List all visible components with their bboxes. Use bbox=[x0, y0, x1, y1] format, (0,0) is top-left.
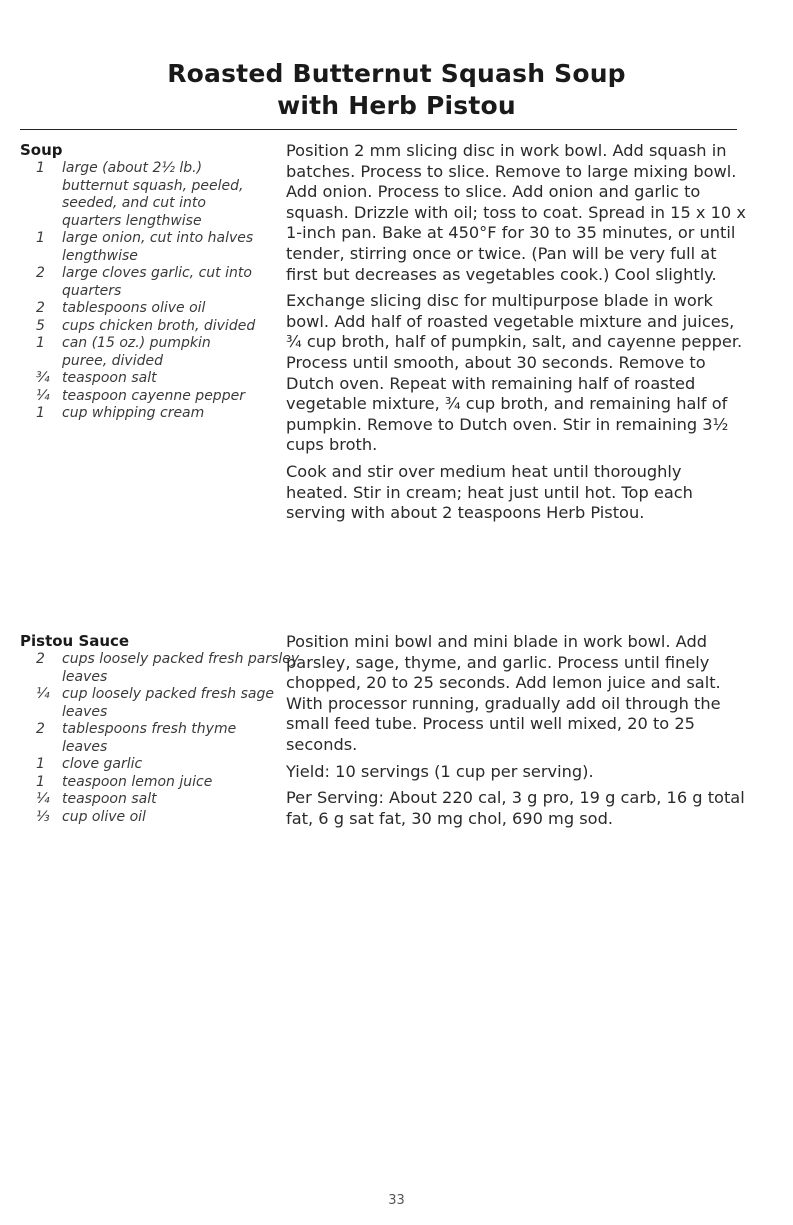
ingredient-text: cups chicken broth, divided bbox=[62, 317, 256, 334]
ingredient-text: large (about 2½ lb.) butternut squash, peeled, seeded, and cut into quarters lengthwise bbox=[62, 160, 244, 229]
ingredient-item bbox=[20, 774, 272, 792]
ingredient-text: teaspoon cayenne pepper bbox=[62, 387, 245, 404]
ingredient-item bbox=[20, 651, 302, 686]
recipe-title-line-2: with Herb Pistou bbox=[277, 91, 516, 120]
soup-instructions bbox=[286, 141, 748, 530]
page-number: 33 bbox=[388, 1193, 405, 1208]
yield-text: Yield: 10 servings (1 cup per serving). bbox=[286, 761, 594, 781]
pistou-instructions bbox=[286, 632, 748, 835]
ingredient-text: can (15 oz.) pumpkin puree, divided bbox=[62, 335, 211, 369]
instruction-step: Position mini bowl and mini blade in work bowl. Add parsley, sage, thyme, and garlic. Process until finely chopped, 20 to 25 seconds. Add lemon juice and salt. With processor running, gradually add oil through the small feed tube. Process until well mixed, 20 to 25 seconds. bbox=[286, 632, 721, 754]
nutrition-text: Per Serving: About 220 cal, 3 g pro, 19 g carb, 16 g total fat, 6 g sat fat, 30 mg chol, 690 mg sod. bbox=[286, 788, 745, 828]
ingredient-text: teaspoon salt bbox=[62, 791, 157, 807]
ingredient-text: cups loosely packed fresh parsley leaves bbox=[62, 651, 300, 685]
ingredient-qty: 1 bbox=[36, 230, 45, 246]
ingredient-qty: ¼ bbox=[36, 387, 50, 404]
ingredient-item bbox=[20, 300, 312, 318]
ingredient-item bbox=[20, 230, 272, 265]
title-divider bbox=[20, 129, 737, 130]
ingredient-qty: 1 bbox=[36, 335, 45, 351]
ingredient-text: cup whipping cream bbox=[62, 405, 205, 421]
ingredient-item bbox=[20, 791, 302, 809]
ingredient-item bbox=[20, 721, 282, 756]
soup-ingredient-list bbox=[20, 160, 270, 423]
ingredient-text: clove garlic bbox=[62, 756, 143, 772]
ingredient-qty: 2 bbox=[36, 651, 45, 667]
recipe-title bbox=[0, 58, 793, 122]
ingredient-item bbox=[20, 809, 302, 827]
ingredient-text: large onion, cut into halves lengthwise bbox=[62, 230, 254, 264]
ingredient-qty: ¼ bbox=[36, 791, 50, 807]
pistou-ingredient-list bbox=[20, 651, 300, 826]
ingredient-qty: ¾ bbox=[36, 370, 50, 386]
ingredient-item bbox=[20, 405, 312, 423]
ingredient-text: large cloves garlic, cut into quarters bbox=[62, 265, 252, 299]
ingredient-qty: 2 bbox=[36, 265, 45, 281]
ingredient-item bbox=[20, 388, 282, 406]
ingredient-qty: 1 bbox=[36, 773, 45, 790]
ingredient-qty: ⅓ bbox=[36, 808, 50, 825]
ingredient-text: tablespoons olive oil bbox=[62, 300, 206, 316]
pistou-heading: Pistou Sauce bbox=[20, 632, 130, 650]
ingredient-qty: 1 bbox=[36, 405, 45, 421]
ingredient-item bbox=[20, 370, 272, 388]
instruction-step: Exchange slicing disc for multipurpose blade in work bowl. Add half of roasted vegetable mixture and juices, ¾ cup broth, half of pumpkin, salt, and cayenne pepper. Process until smooth, about 30 seconds. Remove to Dutch oven. Repeat with remaining half of roasted vegetable mixture, ¾ cup broth, and remaining half of pumpkin. Remove to Dutch oven. Stir in remaining 3½ cups broth. bbox=[286, 291, 743, 455]
ingredient-item bbox=[20, 756, 302, 774]
ingredient-item bbox=[20, 335, 252, 370]
recipe-title-line-1: Roasted Butternut Squash Soup bbox=[167, 59, 626, 88]
ingredient-text: teaspoon lemon juice bbox=[62, 773, 213, 790]
ingredient-qty: ¼ bbox=[36, 686, 50, 702]
ingredient-text: tablespoons fresh thyme leaves bbox=[62, 721, 237, 755]
ingredient-item bbox=[20, 265, 272, 300]
ingredient-text: cup loosely packed fresh sage leaves bbox=[62, 686, 274, 720]
ingredient-item bbox=[20, 160, 262, 230]
instruction-step: Cook and stir over medium heat until thoroughly heated. Stir in cream; heat just until hot. Top each serving with about 2 teaspoons Herb Pistou. bbox=[286, 461, 693, 523]
ingredient-text: cup olive oil bbox=[62, 808, 146, 825]
ingredient-qty: 2 bbox=[36, 721, 45, 737]
instruction-step: Position 2 mm slicing disc in work bowl. Add squash in batches. Process to slice. Remove to large mixing bowl. Add onion. Process to slice. Add onion and garlic to squash. Drizzle with oil; toss to coat. Spread in 15 x 10 x 1-inch pan. Bake at 450°F for 30 to 35 minutes, or until tender, stirring once or twice. (Pan will be very full at first but decreases as vegetables cook.) Cool slightly. bbox=[286, 141, 746, 284]
ingredient-item bbox=[20, 318, 272, 336]
ingredient-qty: 5 bbox=[36, 317, 45, 334]
soup-heading: Soup bbox=[20, 141, 63, 159]
ingredient-qty: 1 bbox=[36, 756, 45, 772]
ingredient-text: teaspoon salt bbox=[62, 370, 157, 386]
ingredient-qty: 1 bbox=[36, 160, 45, 176]
ingredient-qty: 2 bbox=[36, 300, 45, 316]
ingredient-item bbox=[20, 686, 302, 721]
